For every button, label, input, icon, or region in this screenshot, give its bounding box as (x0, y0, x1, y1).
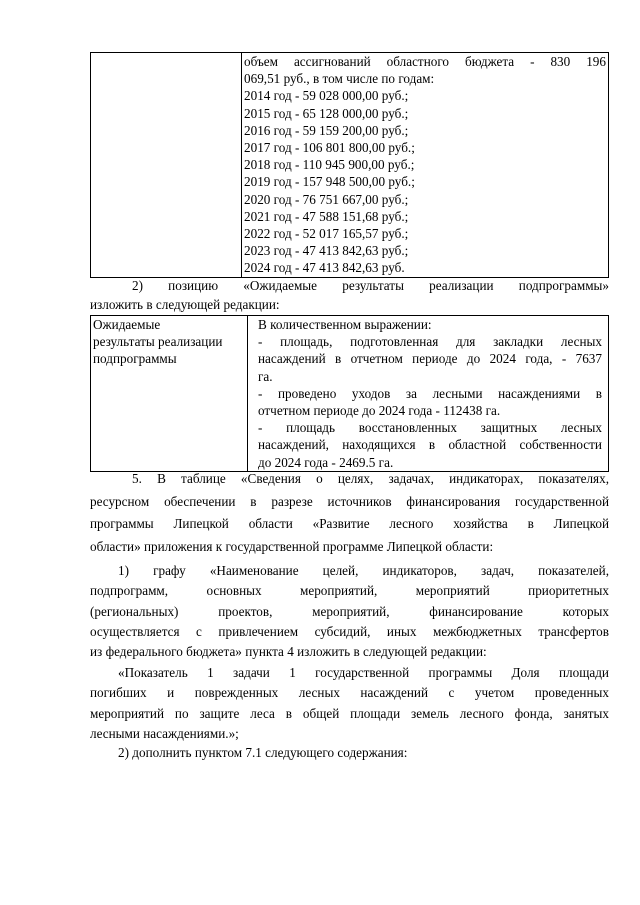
quote-line: погибших и поврежденных лесных насаждений с учетом проведенных (90, 685, 609, 701)
quote-line: мероприятий по защите леса в общей площади земель лесного фонда, занятых (90, 705, 609, 721)
results-value-line: - площадь восстановленных защитных лесных (258, 420, 602, 436)
results-label-line: Ожидаемые (93, 317, 161, 332)
funding-table-value-cell (242, 53, 609, 278)
funding-year-line: 2015 год - 65 128 000,00 руб.; (244, 105, 409, 121)
section5-line: 5. В таблице «Сведения о целях, задачах, индикаторах, показателях, (132, 471, 609, 486)
funding-year-line: 2018 год - 110 945 900,00 руб.; (244, 157, 415, 173)
funding-year-line: 2022 год - 52 017 165,57 руб.; (244, 226, 409, 242)
funding-year-line: 2023 год - 47 413 842,63 руб.; (244, 243, 409, 259)
results-value-line: - площадь, подготовленная для закладки лесных (258, 334, 602, 350)
results-value-line: га. (258, 368, 273, 384)
section5-line: программы Липецкой области «Развитие лесного хозяйства в Липецкой (90, 516, 609, 531)
funding-year-line: 2019 год - 157 948 500,00 руб.; (244, 174, 415, 190)
results-table (90, 315, 609, 472)
funding-line: объем ассигнований областного бюджета - 830 196 (244, 54, 606, 69)
results-value-line: отчетном периоде до 2024 года - 112438 га. (258, 403, 501, 419)
results-value-line: - проведено уходов за лесными насаждениями в (258, 385, 602, 401)
funding-year-line: 2014 год - 59 028 000,00 руб.; (244, 88, 409, 104)
funding-year-line: 2016 год - 59 159 200,00 руб.; (244, 122, 409, 138)
funding-year-line: 2024 год - 47 413 842,63 руб. (244, 260, 405, 276)
sub2-line: 2) дополнить пунктом 7.1 следующего содержания: (118, 745, 408, 760)
sub1-line: (региональных) проектов, мероприятий, финансирование которых (90, 603, 609, 619)
sub1-line: подпрограмм, основных мероприятий, мероприятий приоритетных (90, 583, 609, 599)
quote-line: «Показатель 1 задачи 1 государственной программы Доля площади (118, 665, 609, 680)
section5-line: ресурсном обеспечении в разрезе источников финансирования государственной (90, 493, 609, 509)
results-label-line: подпрограммы (93, 351, 177, 367)
funding-line: 069,51 руб., в том числе по годам: (244, 71, 435, 87)
funding-year-line: 2020 год - 76 751 667,00 руб.; (244, 191, 409, 207)
results-value-line: до 2024 года - 2469.5 га. (258, 454, 394, 470)
item2-paragraph (90, 276, 609, 314)
results-table-value-cell (248, 316, 609, 472)
results-value-line: насаждений в отчетном периоде до 2024 года, - 7637 (258, 351, 602, 367)
funding-table-label-cell (91, 53, 242, 278)
funding-year-line: 2021 год - 47 588 151,68 руб.; (244, 208, 409, 224)
sub1-paragraph (90, 561, 609, 662)
results-label-line: результаты реализации (93, 334, 223, 350)
sub1-line: 1) графу «Наименование целей, индикаторов, задач, показателей, (118, 563, 609, 578)
sub1-line: из федерального бюджета» пункта 4 изложить в следующей редакции: (90, 644, 487, 660)
funding-table (90, 52, 609, 278)
results-value-line: насаждений, находящихся в областной собственности (258, 437, 602, 453)
sub1-line: осуществляется с привлечением субсидий, иных межбюджетных трансфертов (90, 623, 609, 639)
results-table-label-cell (91, 316, 248, 472)
item2-line: 2) позицию «Ожидаемые результаты реализации подпрограммы» (132, 278, 609, 293)
sub2-paragraph (90, 743, 609, 763)
results-value-line: В количественном выражении: (258, 317, 432, 332)
funding-year-line: 2017 год - 106 801 800,00 руб.; (244, 140, 415, 156)
section5-line: области» приложения к государственной программе Липецкой области: (90, 538, 494, 554)
quote-paragraph (90, 663, 609, 744)
section5-paragraph (90, 468, 609, 558)
quote-line: лесными насаждениями.»; (90, 725, 239, 741)
item2-line: изложить в следующей редакции: (90, 297, 280, 312)
